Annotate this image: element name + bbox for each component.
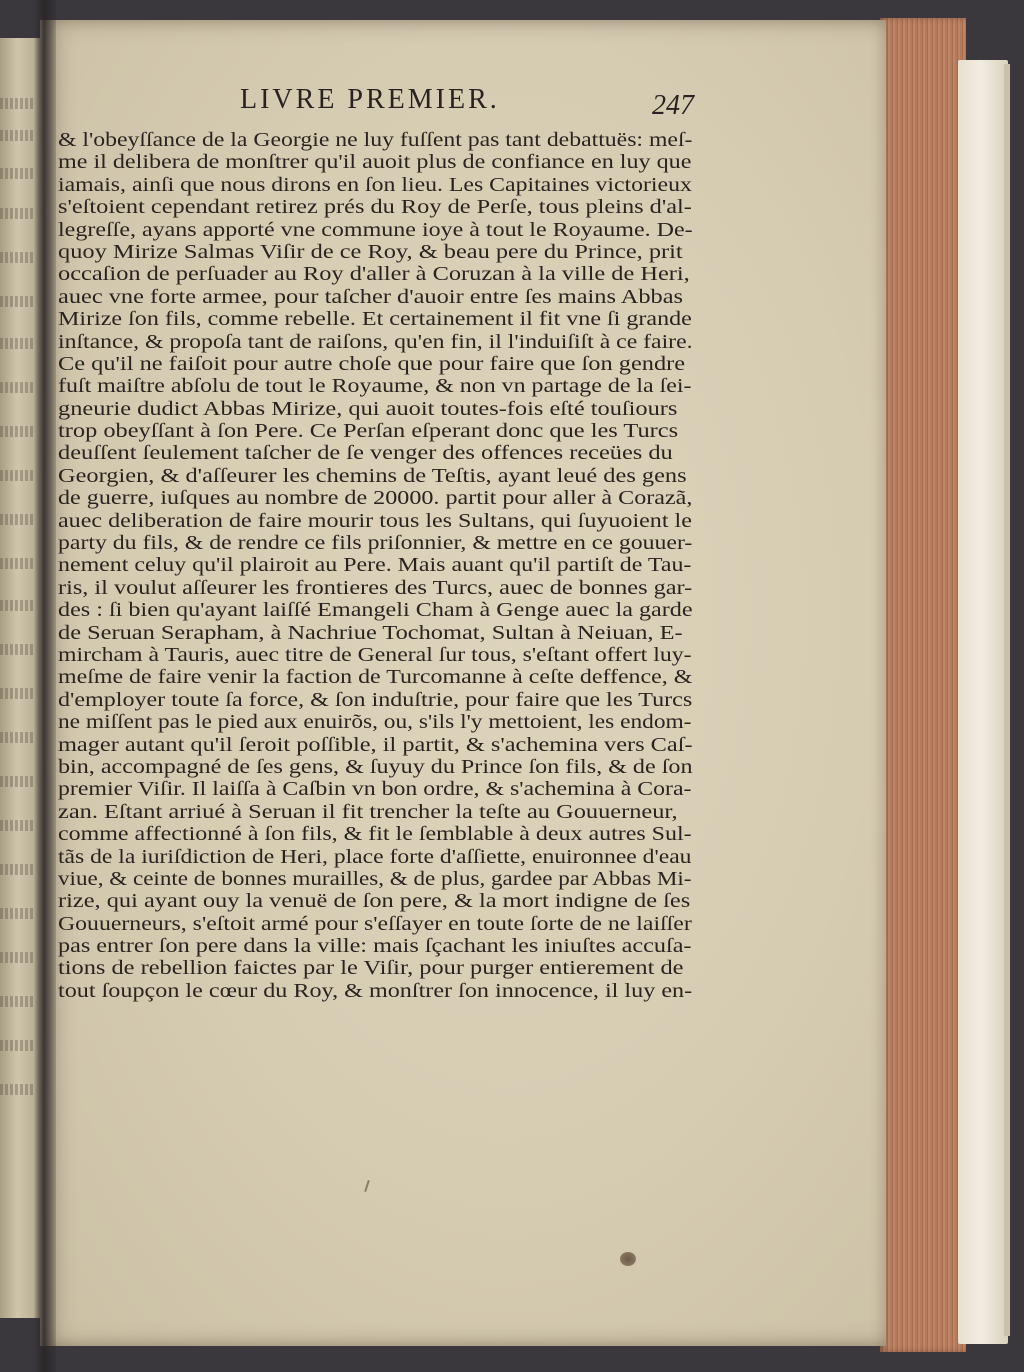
text-line: ris, il voulut aſſeurer les frontieres des Turcs, auec de bonnes gar- <box>58 577 693 599</box>
text-line: des : ſi bien qu'ayant laiſſé Emangeli Cham à Genge auec la garde <box>58 600 693 622</box>
text-line: legreſſe, ayans apporté vne commune ioye à tout le Royaume. De- <box>58 219 693 241</box>
text-line: deuſſent ſeulement taſcher de ſe venger des offences receües du <box>58 443 673 465</box>
book-cover-edge <box>1004 64 1010 1336</box>
text-line: pas entrer ſon pere dans la ville: mais ſçachant les iniuſtes accuſa- <box>58 936 692 958</box>
text-line: auec deliberation de faire mourir tous les Sultans, qui ſuyuoient le <box>58 510 692 532</box>
text-line: party du fils, & de rendre ce fils priſonnier, & mettre en ce gouuer- <box>58 533 693 555</box>
text-line: s'eſtoient cependant retirez prés du Roy de Perſe, tous pleins d'al- <box>58 197 692 219</box>
page-gutter <box>34 0 56 1372</box>
text-line: rize, qui ayant ouy la venuë de ſon pere, & la mort indigne de ſes <box>58 891 691 913</box>
text-line: tions de rebellion faictes par le Viſir, pour purger entierement de <box>58 958 684 980</box>
running-title: LIVRE PREMIER. <box>240 84 500 115</box>
text-line: Georgien, & d'aſſeurer les chemins de Teſtis, ayant leué des gens <box>58 465 687 487</box>
text-line: meſme de faire venir la faction de Turcomanne à ceſte deffence, & <box>58 667 693 689</box>
text-line: auec vne forte armee, pour taſcher d'auoir entre ſes mains Abbas <box>58 286 684 308</box>
text-line: Mirize ſon fils, comme rebelle. Et certainement il fit vne ſi grande <box>58 309 692 331</box>
text-line: de Seruan Serapham, à Nachriue Tochomat, Sultan à Neiuan, E- <box>58 622 683 644</box>
text-line: mircham à Tauris, auec titre de General ſur tous, s'eſtant offert luy- <box>58 644 692 666</box>
text-line: iamais, ainſi que nous dirons en ſon lieu. Les Capitaines victorieux <box>58 174 692 196</box>
text-line: Ce qu'il ne faiſoit pour autre choſe que pour faire que ſon gendre <box>58 353 686 375</box>
text-line: ne miſſent pas le pied aux enuirõs, ou, s'ils l'y mettoient, les endom- <box>58 712 692 734</box>
text-line: occaſion de perſuader au Roy d'aller à Coruzan à la ville de Heri, <box>58 264 690 286</box>
running-head <box>40 84 886 124</box>
body-text <box>58 130 692 1003</box>
text-line: trop obeyſſant à ſon Pere. Ce Perſan eſperant donc que les Turcs <box>58 421 679 443</box>
ink-spot <box>620 1252 636 1266</box>
text-line: bin, accompagné de ſes gens, & ſuyuy du Prince ſon fils, & de ſon <box>58 756 693 778</box>
text-line: fuſt maiſtre abſolu de tout le Royaume, & non vn partage de la ſei- <box>58 376 692 398</box>
text-line: gneurie dudict Abbas Mirize, qui auoit toutes-fois eſté touſiours <box>58 398 678 420</box>
text-line: zan. Eſtant arriué à Seruan il fit trencher la teſte au Gouuerneur, <box>58 801 678 823</box>
page-number: 247 <box>652 90 694 121</box>
book-fore-edge <box>880 18 966 1352</box>
text-line: premier Viſir. Il laiſſa à Caſbin vn bon ordre, & s'achemina à Cora- <box>58 779 692 801</box>
text-line: comme affectionné à ſon fils, & fit le ſemblable à deux autres Sul- <box>58 824 692 846</box>
text-line: quoy Mirize Salmas Viſir de ce Roy, & beau pere du Prince, prit <box>58 241 683 263</box>
text-line: mager autant qu'il ſeroit poſſible, il partit, & s'achemina vers Caſ- <box>58 734 693 756</box>
text-line: me il delibera de monſtrer qu'il auoit plus de confiance en luy que <box>58 152 692 174</box>
text-line: tãs de la iuriſdiction de Heri, place forte d'aſſiette, enuironnee d'eau <box>58 846 692 868</box>
book-cover-board <box>958 60 1008 1344</box>
text-line: Gouuerneurs, s'eſtoit armé pour s'eſſayer en toute ſorte de ne laiſſer <box>58 913 692 935</box>
text-line: & l'obeyſſance de la Georgie ne luy fuſſent pas tant debattuës: meſ- <box>58 130 693 151</box>
text-line: de guerre, iuſques au nombre de 20000. partit pour aller à Corazã, <box>58 488 693 510</box>
text-line: inſtance, & propoſa tant de raiſons, qu'en fin, il l'induiſiſt à ce faire. <box>58 331 693 353</box>
text-line: d'employer toute ſa force, & ſon induſtrie, pour faire que les Turcs <box>58 689 693 711</box>
text-line: viue, & ceinte de bonnes murailles, & de plus, gardee par Abbas Mi- <box>58 868 692 890</box>
text-line: nement celuy qu'il plairoit au Pere. Mais auant qu'il partiſt de Tau- <box>58 555 692 577</box>
text-line: tout ſoupçon le cœur du Roy, & monſtrer ſon innocence, il luy en- <box>58 980 693 1002</box>
